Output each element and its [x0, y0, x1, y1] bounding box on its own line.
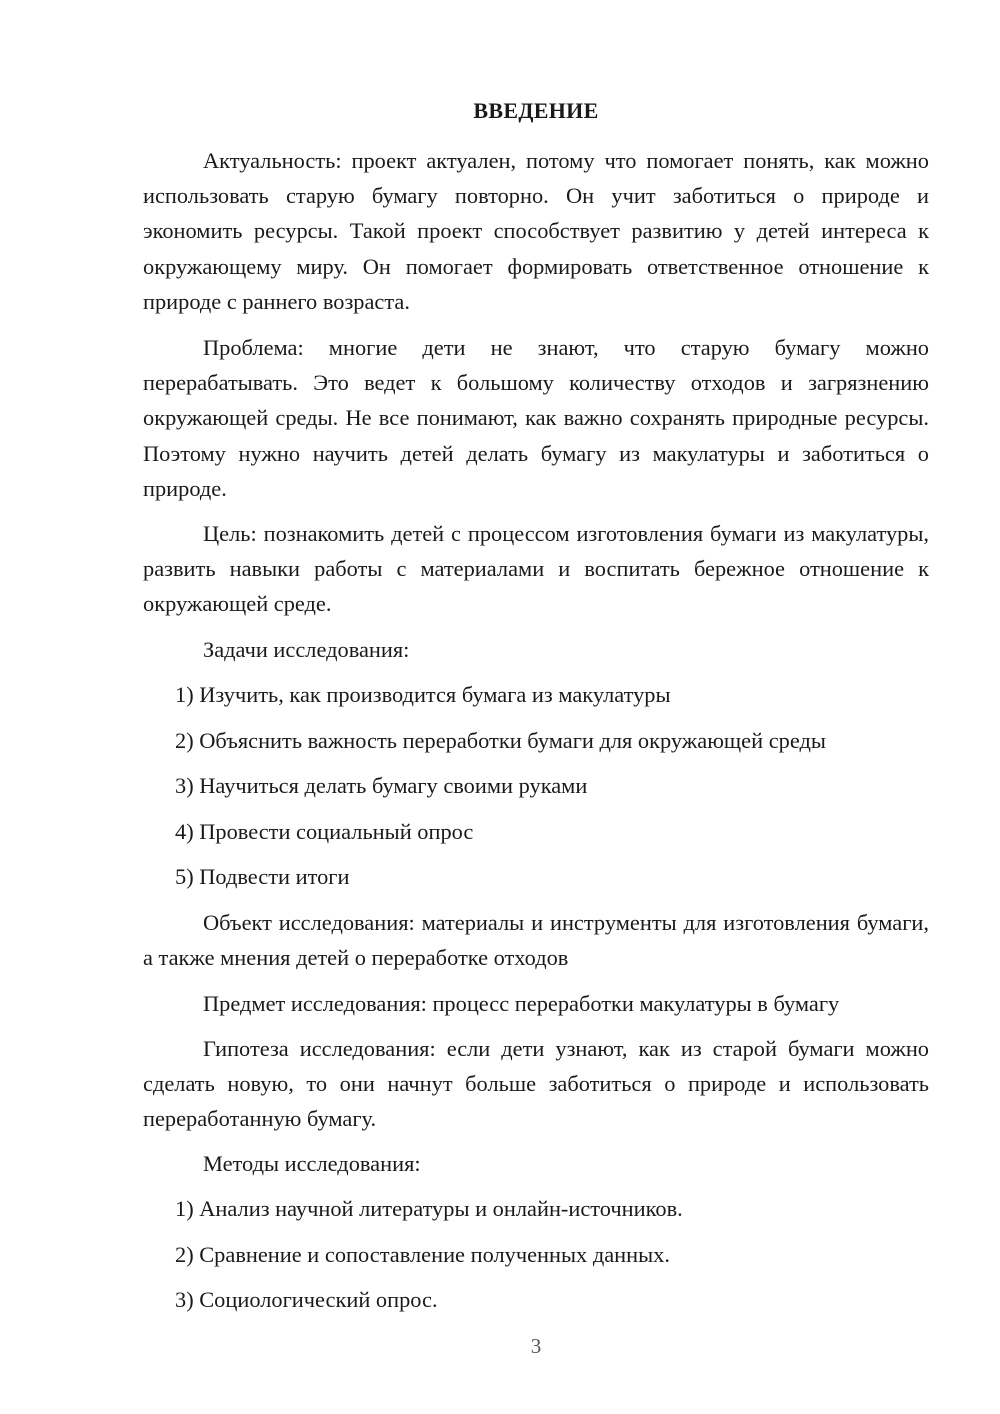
hypothesis-paragraph: Гипотеза исследования: если дети узнают, как из старой бумаги можно сделать новую, то они начнут больше заботиться о природе и использовать переработанную бумагу. [143, 1036, 929, 1132]
problem-paragraph: Проблема: многие дети не знают, что старую бумагу можно перерабатывать. Это ведет к большому количеству отходов и загрязнению окружающей среды. Не все понимают, как важно сохранять природные ресурсы. Поэтому нужно научить детей делать бумагу из макулатуры и заботиться о природе. [143, 335, 929, 501]
relevance-paragraph: Актуальность: проект актуален, потому что помогает понять, как можно использовать старую бумагу повторно. Он учит заботиться о природе и экономить ресурсы. Такой проект способствует развитию у детей интереса к окружающему миру. Он помогает формировать ответственное отношение к природе с раннего возраста. [143, 148, 929, 314]
method-item: 1) Анализ научной литературы и онлайн-источников. [175, 1196, 683, 1221]
method-item: 2) Сравнение и сопоставление полученных данных. [175, 1242, 670, 1267]
task-item: 4) Провести социальный опрос [175, 819, 474, 844]
methods-heading: Методы исследования: [203, 1151, 421, 1176]
task-item: 5) Подвести итоги [175, 864, 350, 889]
method-item: 3) Социологический опрос. [175, 1287, 438, 1312]
task-item: 3) Научиться делать бумагу своими руками [175, 773, 588, 798]
document-page [143, 0, 929, 1414]
tasks-heading: Задачи исследования: [203, 637, 410, 662]
goal-paragraph: Цель: познакомить детей с процессом изготовления бумаги из макулатуры, развить навыки работы с материалами и воспитать бережное отношение к окружающей среде. [143, 521, 929, 617]
page-number: 3 [530, 1334, 542, 1358]
page-title: ВВЕДЕНИЕ [473, 98, 599, 123]
task-item: 2) Объяснить важность переработки бумаги для окружающей среды [175, 728, 826, 753]
task-item: 1) Изучить, как производится бумага из макулатуры [175, 682, 671, 707]
subject-paragraph: Предмет исследования: процесс переработки макулатуры в бумагу [203, 991, 840, 1016]
object-paragraph: Объект исследования: материалы и инструменты для изготовления бумаги, а также мнения детей о переработке отходов [143, 910, 929, 971]
